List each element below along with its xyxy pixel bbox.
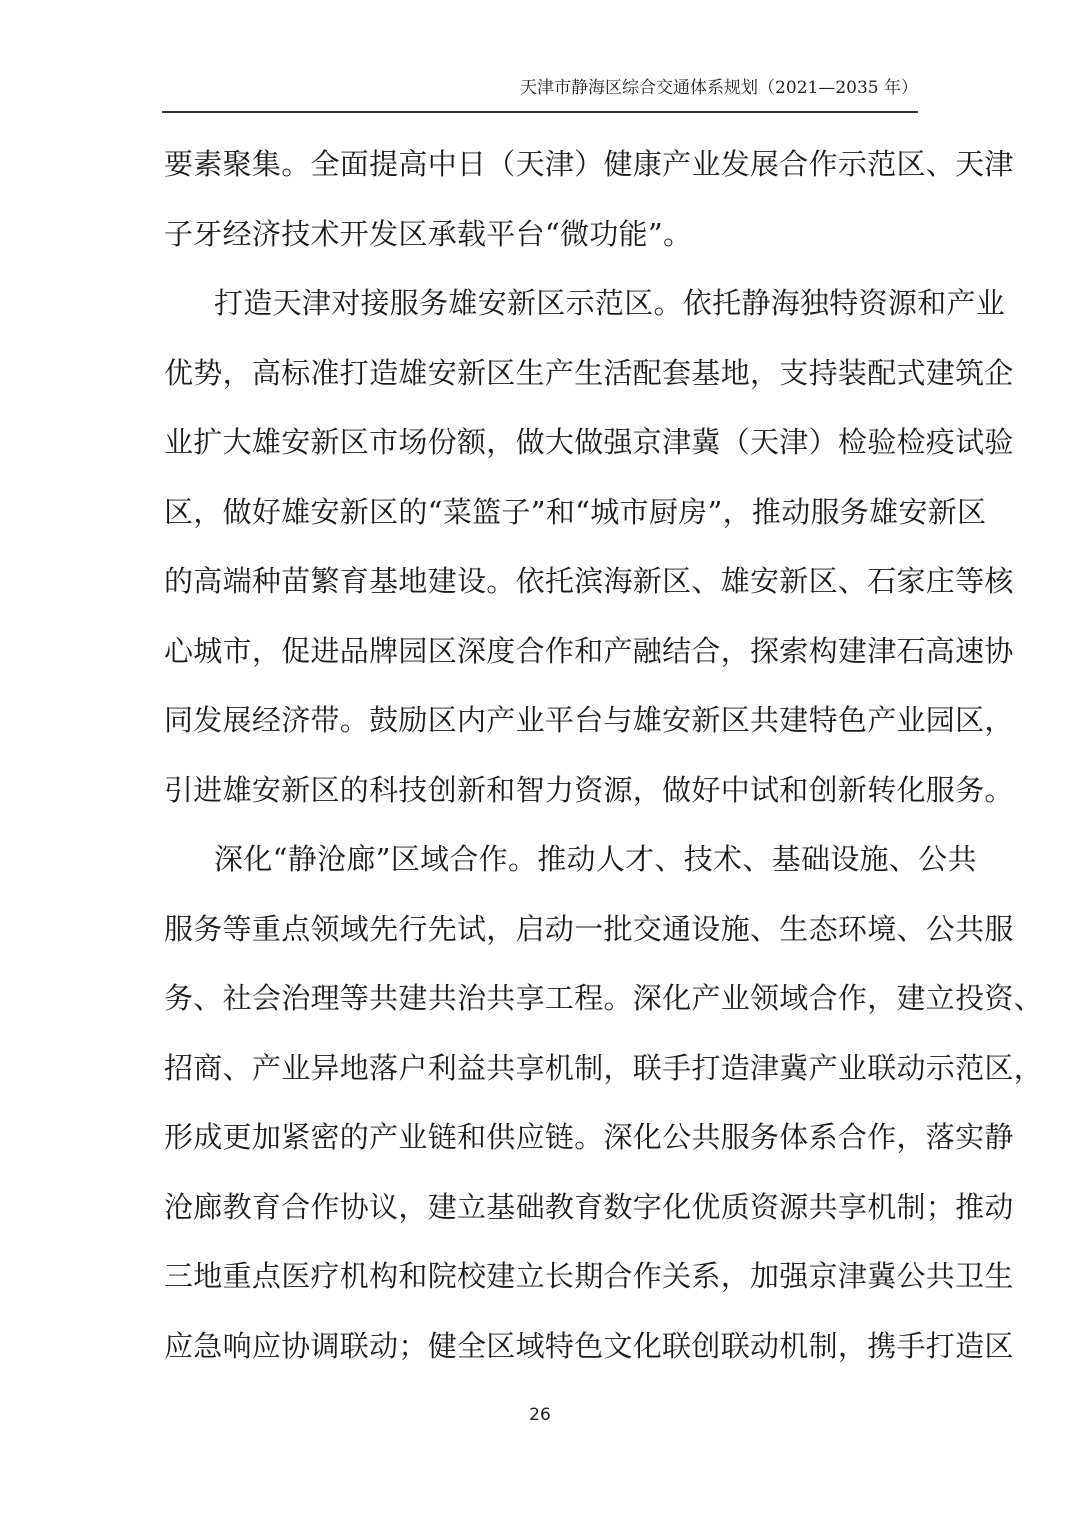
- page-number: 26: [529, 1405, 551, 1425]
- text-line: 打造天津对接服务雄安新区示范区。依托静海独特资源和产业: [214, 286, 1006, 320]
- body-text: [164, 130, 1044, 1381]
- text-line: 务、社会治理等共建共治共享工程。深化产业领域合作，建立投资、: [164, 981, 1044, 1015]
- text-line: 招商、产业异地落户利益共享机制，联手打造津冀产业联动示范区，: [164, 1050, 1044, 1085]
- text-line: 心城市，促进品牌园区深度合作和产融结合，探索构建津石高速协: [164, 633, 1014, 668]
- text-line: 优势，高标准打造雄安新区生产生活配套基地，支持装配式建筑企: [164, 355, 1014, 390]
- text-line: 深化“静沧廊”区域合作。推动人才、技术、基础设施、公共: [214, 842, 977, 876]
- text-line: 同发展经济带。鼓励区内产业平台与雄安新区共建特色产业园区，: [164, 703, 1014, 737]
- text-line: 要素聚集。全面提高中日（天津）健康产业发展合作示范区、天津: [164, 147, 1014, 181]
- text-line: 的高端种苗繁育基地建设。依托滨海新区、雄安新区、石家庄等核: [164, 564, 1014, 598]
- text-line: 沧廊教育合作协议，建立基础教育数字化优质资源共享机制；推动: [164, 1189, 1014, 1224]
- text-line: 形成更加紧密的产业链和供应链。深化公共服务体系合作，落实静: [164, 1120, 1014, 1154]
- text-line: 三地重点医疗机构和院校建立长期合作关系，加强京津冀公共卫生: [164, 1259, 1014, 1293]
- header-divider: [162, 111, 918, 113]
- text-line: 业扩大雄安新区市场份额，做大做强京津冀（天津）检验检疫试验: [164, 425, 1014, 459]
- running-header-title: 天津市静海区综合交通体系规划（2021—2035 年）: [520, 78, 918, 98]
- text-line: 区，做好雄安新区的“菜篮子”和“城市厨房”，推动服务雄安新区: [164, 494, 987, 529]
- text-line: 引进雄安新区的科技创新和智力资源，做好中试和创新转化服务。: [164, 772, 1014, 807]
- text-line: 应急响应协调联动；健全区域特色文化联创联动机制，携手打造区: [164, 1328, 1014, 1363]
- text-line: 服务等重点领域先行先试，启动一批交通设施、生态环境、公共服: [164, 911, 1014, 946]
- text-line: 子牙经济技术开发区承载平台“微功能”。: [164, 216, 693, 251]
